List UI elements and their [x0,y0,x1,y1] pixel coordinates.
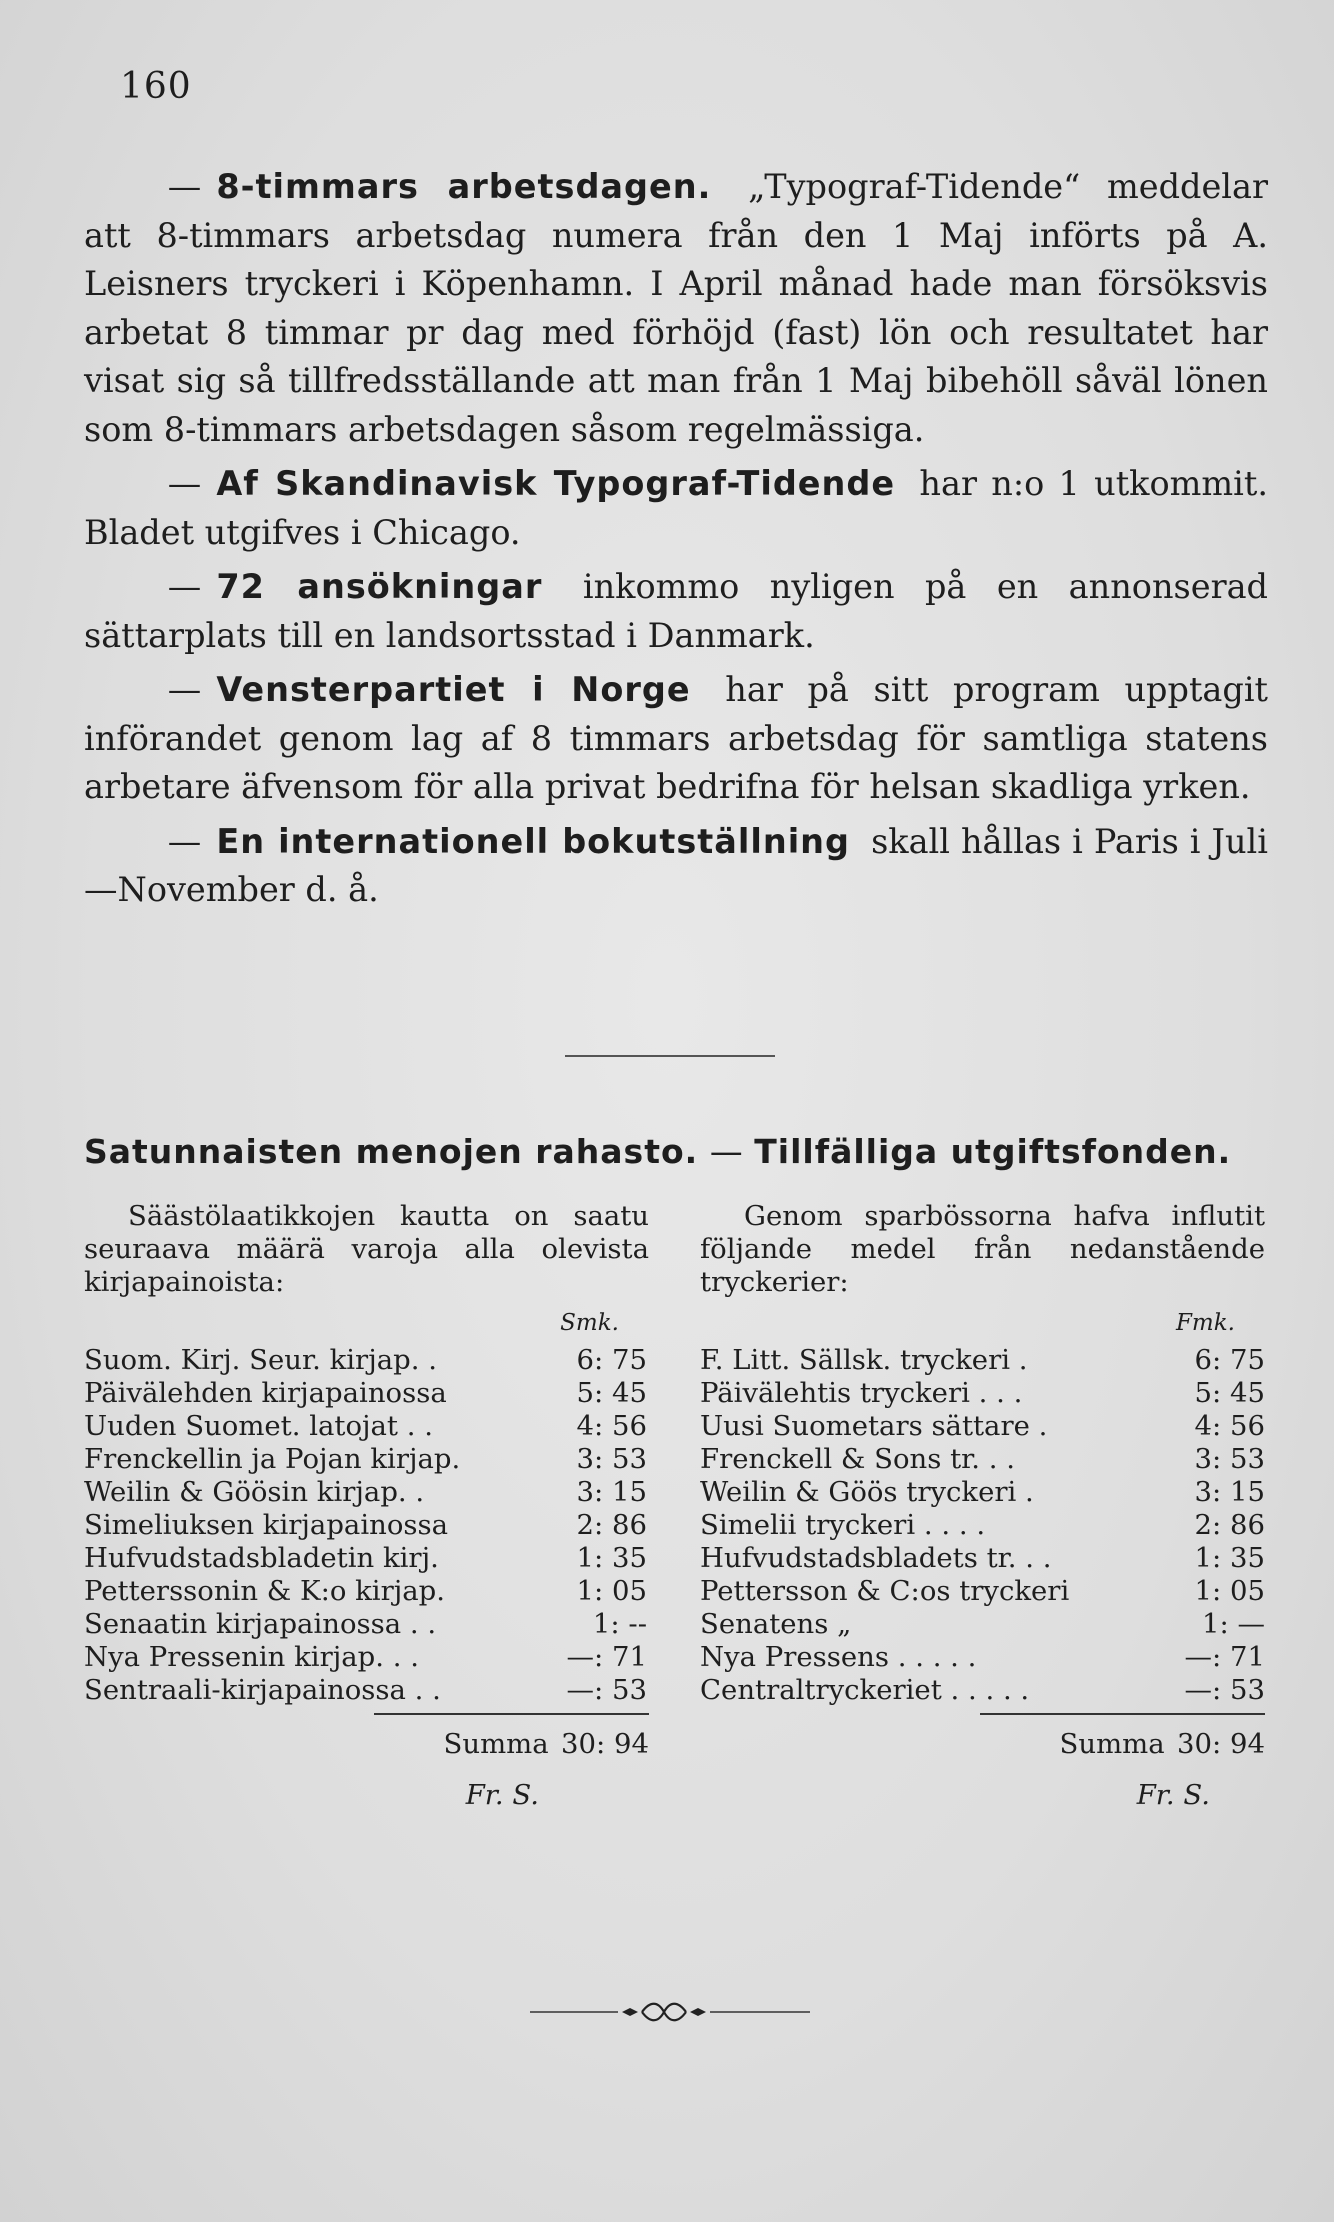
news-body: skall hållas i Paris i Juli—November d. å. [84,821,1268,909]
row-amount: 1: 05 [576,1575,647,1607]
row-amount: —: 53 [566,1674,647,1706]
row-label: Frenckell & Sons tr. . . [700,1443,1015,1475]
row-amount: 3: 15 [576,1476,647,1508]
row-amount: 3: 15 [1194,1476,1265,1508]
table-row [84,1608,649,1641]
news-item [84,563,1268,660]
section-divider [565,1055,775,1057]
row-amount: 1: -- [592,1608,647,1640]
row-amount: 5: 45 [1194,1377,1265,1409]
row-amount: 1: 35 [1194,1542,1265,1574]
table-row [84,1509,649,1542]
row-label: Senatens „ [700,1608,852,1640]
sum-rule [374,1713,649,1715]
table-row [700,1410,1265,1443]
table-row [700,1377,1265,1410]
news-body: „Typograf-Tidende“ meddelar att 8-timmars arbetsdag numera från den 1 Maj införts på A. Leisners tryckeri i Köpenhamn. I April månad hade man försöksvis arbetat 8 timmar pr dag med förhöjd (fast) lön och resultatet har visat sig så tillfredsställande att man från 1 Maj bibehöll såväl lönen som 8-timmars arbetsdagen såsom regelmässiga. [84,167,1268,449]
news-section [84,163,1268,921]
dash: — [167,821,202,861]
sum-label: Summa [443,1728,549,1760]
row-amount: 1: 05 [1194,1575,1265,1607]
row-label: Päivälehtis tryckeri . . . [700,1377,1023,1409]
table-row [84,1476,649,1509]
table-row [700,1674,1265,1707]
row-label: Petterssonin & K:o kirjap. [84,1575,446,1607]
sum-label: Summa [1059,1728,1165,1760]
row-amount: 1: 35 [576,1542,647,1574]
table-row [84,1674,649,1707]
row-amount: 3: 53 [1194,1443,1265,1475]
row-label: F. Litt. Sällsk. tryckeri . [700,1344,1028,1376]
table-row [700,1641,1265,1674]
row-label: Frenckellin ja Pojan kirjap. [84,1443,461,1475]
row-label: Simeliuksen kirjapainossa [84,1509,448,1541]
row-label: Weilin & Göösin kirjap. . [84,1476,425,1508]
row-label: Hufvudstadsbladetin kirj. [84,1542,439,1574]
fund-intro: Säästölaatikkojen kautta on saatu seuraava määrä varoja alla olevista kirjapainoista: [84,1200,649,1298]
news-body: har på sitt program upptagit införandet genom lag af 8 timmars arbetsdag för samtliga statens arbetare äfvensom för alla privat bedrifna för helsan skadliga yrken. [84,670,1269,806]
currency-bottom: Fr. S. [465,1779,539,1811]
fund-heading-finnish: Satunnaisten menojen rahasto. [84,1132,699,1171]
row-label: Nya Pressenin kirjap. . . [84,1641,419,1673]
sum-value: 30: 94 [561,1728,649,1760]
sum-line [700,1725,1265,1763]
news-body: inkommo nyligen på en annonserad sättarplats till en landsortsstad i Danmark. [84,567,1269,655]
table-row [700,1476,1265,1509]
table-row [84,1443,649,1476]
fund-heading-separator: — [709,1132,743,1171]
news-item [84,818,1268,915]
row-amount: 2: 86 [1194,1509,1265,1541]
currency-bottom: Fr. S. [1136,1779,1210,1811]
table-row [84,1410,649,1443]
table-row [84,1542,649,1575]
dash: — [167,567,202,606]
news-headline: 72 ansökningar [216,567,543,606]
table-row [84,1575,649,1608]
row-amount: 1: — [1201,1608,1265,1640]
news-headline: Af Skandinavisk Typograf-Tidende [216,464,896,503]
row-label: Nya Pressens . . . . . [700,1641,977,1673]
table-row [84,1344,649,1377]
dash: — [167,670,202,709]
table-row [700,1509,1265,1542]
table-row [700,1443,1265,1476]
news-headline: 8-timmars arbetsdagen. [216,167,712,206]
row-label: Pettersson & C:os tryckeri [700,1575,1070,1607]
fund-table [84,1344,649,1707]
row-label: Simelii tryckeri . . . . [700,1509,986,1541]
fund-column-finnish [84,1200,649,1813]
news-item [84,163,1268,454]
row-label: Senaatin kirjapainossa . . [84,1608,437,1640]
table-row [700,1575,1265,1608]
row-label: Sentraali-kirjapainossa . . [84,1674,441,1706]
news-headline: En internationell bokutställning [216,821,851,861]
row-label: Päivälehden kirjapainossa [84,1377,447,1409]
table-row [84,1641,649,1674]
news-item [84,666,1268,812]
fund-intro: Genom sparbössorna hafva influtit följande medel från nedanstående tryckerier: [700,1200,1265,1298]
currency-label: Fmk. [1175,1310,1235,1336]
sum-value: 30: 94 [1177,1728,1265,1760]
dash: — [167,464,202,503]
row-amount: 4: 56 [1194,1410,1265,1442]
page-number: 160 [120,66,192,107]
row-amount: 4: 56 [576,1410,647,1442]
fund-heading [84,1132,1268,1171]
row-amount: —: 53 [1184,1674,1265,1706]
row-amount: 5: 45 [576,1377,647,1409]
news-body: har n:o 1 utkommit. Bladet utgifves i Chicago. [84,464,1268,552]
fund-table [700,1344,1265,1707]
table-row [700,1608,1265,1641]
row-amount: 6: 75 [576,1344,647,1376]
currency-label: Smk. [560,1310,619,1336]
row-label: Suom. Kirj. Seur. kirjap. . [84,1344,437,1376]
fund-column-swedish [700,1200,1265,1813]
row-label: Centraltryckeriet . . . . . [700,1674,1030,1706]
dash: — [167,167,202,206]
row-label: Uuden Suomet. latojat . . [84,1410,433,1442]
fund-heading-swedish: Tillfälliga utgiftsfonden. [754,1132,1232,1171]
table-row [700,1542,1265,1575]
row-label: Uusi Suometars sättare . [700,1410,1048,1442]
news-item [84,460,1268,557]
row-amount: —: 71 [566,1641,647,1673]
news-headline: Vensterpartiet i Norge [216,670,691,709]
row-amount: 3: 53 [576,1443,647,1475]
row-amount: 2: 86 [576,1509,647,1541]
sum-rule [980,1713,1265,1715]
row-amount: —: 71 [1184,1641,1265,1673]
row-label: Hufvudstadsbladets tr. . . [700,1542,1052,1574]
ornament-divider-icon [530,1997,810,2027]
table-row [84,1377,649,1410]
row-amount: 6: 75 [1194,1344,1265,1376]
table-row [700,1344,1265,1377]
row-label: Weilin & Göös tryckeri . [700,1476,1034,1508]
sum-line [84,1725,649,1763]
